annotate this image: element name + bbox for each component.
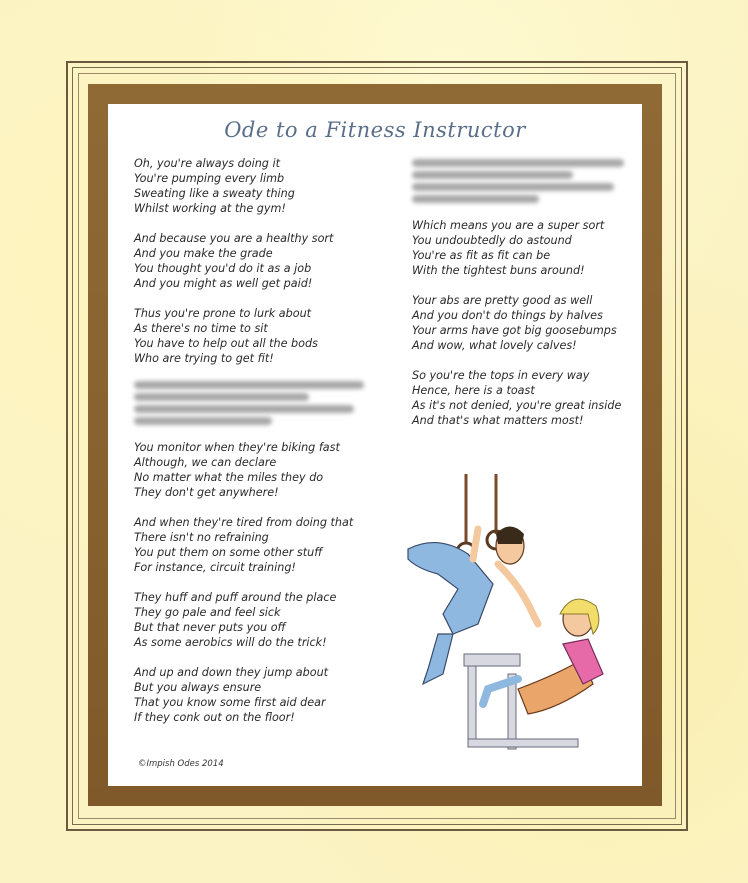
poem-line: They don't get anywhere! <box>134 486 279 499</box>
poem-line: There isn't no refraining <box>134 531 269 544</box>
fitness-cartoon-illustration <box>398 474 628 774</box>
poem-right-column <box>412 156 642 443</box>
blurred-stanza <box>134 381 384 425</box>
poem-title: Ode to a Fitness Instructor <box>224 118 526 142</box>
poem-line: Sweating like a sweaty thing <box>134 187 295 200</box>
poem-line: Your abs are pretty good as well <box>412 294 593 307</box>
blurred-line <box>412 195 539 203</box>
blurred-line <box>412 183 614 191</box>
poem-stanza <box>134 665 384 725</box>
poem-line: You're pumping every limb <box>134 172 285 185</box>
poem-line: And you might as well get paid! <box>134 277 313 290</box>
poem-stanza <box>412 218 642 278</box>
poem-stanza <box>134 440 384 500</box>
poem-stanza <box>134 156 384 216</box>
poem-line: As there's no time to sit <box>134 322 268 335</box>
blurred-line <box>134 381 364 389</box>
blurred-stanza <box>412 159 642 203</box>
poem-line: No matter what the miles they do <box>134 471 324 484</box>
poem-line: As it's not denied, you're great inside <box>412 399 622 412</box>
poem-line: And up and down they jump about <box>134 666 329 679</box>
poem-line: You thought you'd do it as a job <box>134 262 312 275</box>
poem-paper <box>108 104 642 786</box>
poem-line: You monitor when they're biking fast <box>134 441 340 454</box>
poem-line: And you don't do things by halves <box>412 309 603 322</box>
poem-line: So you're the tops in every way <box>412 369 590 382</box>
poem-line: Whilst working at the gym! <box>134 202 286 215</box>
poem-line: Hence, here is a toast <box>412 384 535 397</box>
poem-line: Oh, you're always doing it <box>134 157 280 170</box>
copyright-notice: ©Impish Odes 2014 <box>138 759 224 769</box>
poem-line: And because you are a healthy sort <box>134 232 334 245</box>
poem-stanza <box>134 306 384 366</box>
blurred-line <box>134 417 272 425</box>
poem-line: But that never puts you off <box>134 621 286 634</box>
poem-line: Thus you're prone to lurk about <box>134 307 312 320</box>
blurred-line <box>134 393 309 401</box>
poem-line: With the tightest buns around! <box>412 264 585 277</box>
poem-line: And wow, what lovely calves! <box>412 339 577 352</box>
poem-line: You have to help out all the bods <box>134 337 318 350</box>
blurred-line <box>412 159 624 167</box>
poem-line: Although, we can declare <box>134 456 277 469</box>
poem-stanza <box>134 590 384 650</box>
poem-line: But you always ensure <box>134 681 262 694</box>
poem-stanza <box>134 515 384 575</box>
poem-line: They huff and puff around the place <box>134 591 337 604</box>
poem-line: You're as fit as fit can be <box>412 249 551 262</box>
poem-line: You put them on some other stuff <box>134 546 323 559</box>
poem-line: Which means you are a super sort <box>412 219 605 232</box>
poem-stanza <box>134 231 384 291</box>
poem-line: Your arms have got big goosebumps <box>412 324 617 337</box>
poem-stanza <box>412 368 642 428</box>
blurred-line <box>134 405 354 413</box>
poem-line: And that's what matters most! <box>412 414 584 427</box>
poem-line: For instance, circuit training! <box>134 561 296 574</box>
poem-line: You undoubtedly do astound <box>412 234 572 247</box>
poem-stanza <box>412 293 642 353</box>
poem-left-column <box>134 156 384 740</box>
poem-line: As some aerobics will do the trick! <box>134 636 327 649</box>
poem-line: They go pale and feel sick <box>134 606 281 619</box>
poem-line: And you make the grade <box>134 247 273 260</box>
poem-line: That you know some first aid dear <box>134 696 326 709</box>
poem-line: Who are trying to get fit! <box>134 352 274 365</box>
poem-line: If they conk out on the floor! <box>134 711 295 724</box>
blurred-line <box>412 171 573 179</box>
poem-line: And when they're tired from doing that <box>134 516 354 529</box>
